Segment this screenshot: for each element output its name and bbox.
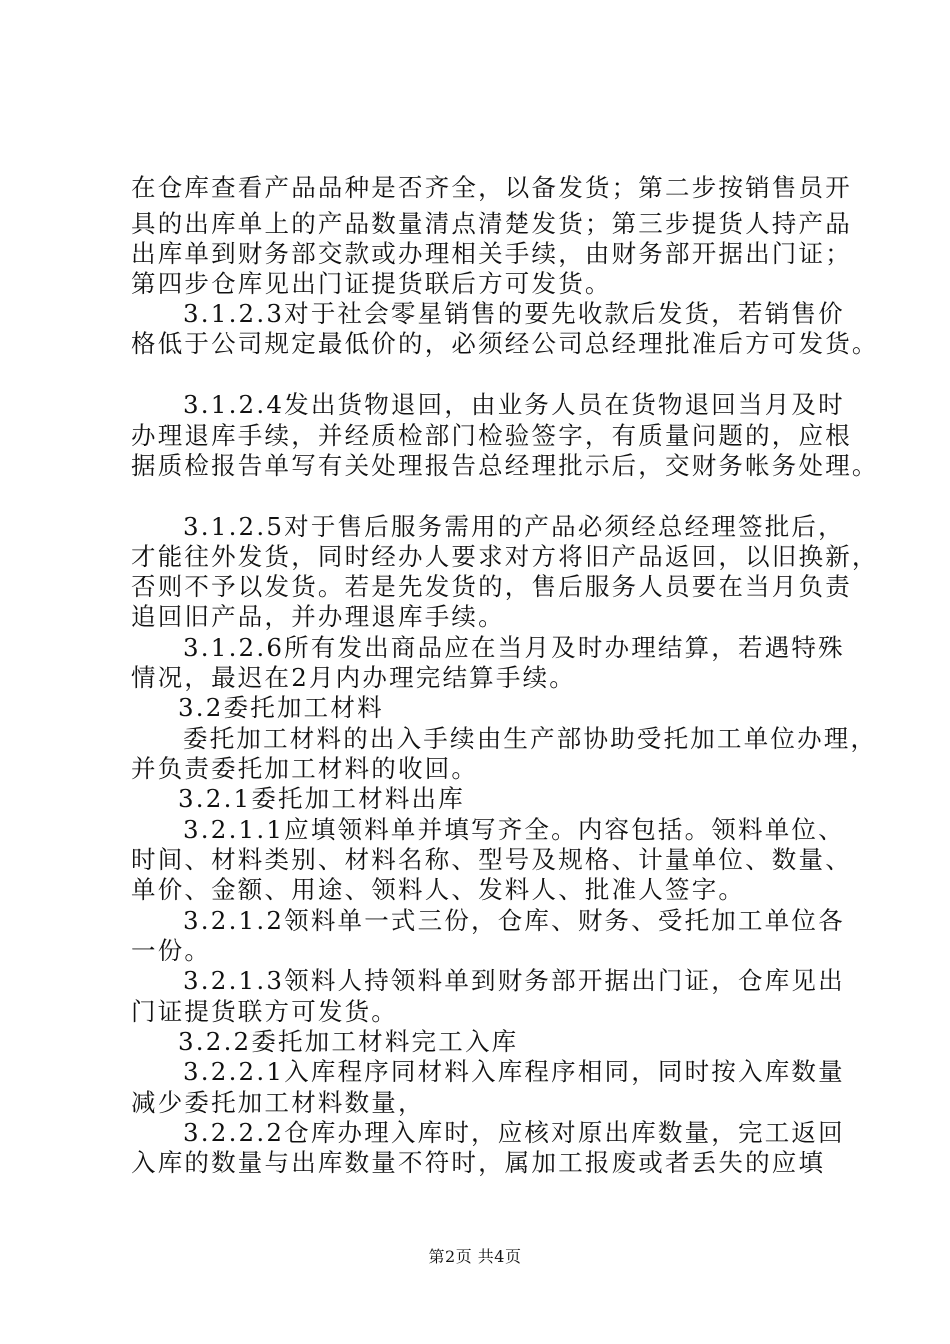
text-line: 3.1.2.5对于售后服务需用的产品必须经总经理签批后，: [183, 512, 845, 541]
text-line: 才能往外发货，同时经办人要求对方将旧产品返回，以旧换新，: [131, 542, 879, 571]
text-line: 3.2.2.1入库程序同材料入库程序相同，同时按入库数量: [183, 1057, 845, 1086]
text-line: 3.2.1.2领料单一式三份，仓库、财务、受托加工单位各: [183, 906, 845, 935]
text-line: 否则不予以发货。若是先发货的，售后服务人员要在当月负责: [131, 572, 852, 601]
section-heading: 3.2.1委托加工材料出库: [178, 784, 465, 813]
text-line: 门证提货联方可发货。: [131, 997, 398, 1026]
text-line: 一份。: [131, 936, 212, 965]
text-line: 在仓库查看产品品种是否齐全，以备发货；第二步按销售员开: [131, 173, 852, 202]
text-line: 时间、材料类别、材料名称、型号及规格、计量单位、数量、: [131, 845, 852, 874]
text-line: 第四步仓库见出门证提货联后方可发货。: [131, 269, 612, 298]
text-line: 单价、金额、用途、领料人、发料人、批准人签字。: [131, 875, 746, 904]
text-line: 3.2.1.3领料人持领料单到财务部开据出门证，仓库见出: [183, 966, 845, 995]
page-footer: 第2页 共4页: [428, 1247, 522, 1266]
text-line: 委托加工材料的出入手续由生产部协助受托加工单位办理，: [183, 724, 878, 753]
section-heading: 3.2委托加工材料: [178, 693, 384, 722]
section-heading: 3.2.2委托加工材料完工入库: [178, 1027, 519, 1056]
text-line: 并负责委托加工材料的收回。: [131, 754, 479, 783]
text-line: 据质检报告单写有关处理报告总经理批示后，交财务帐务处理。: [131, 451, 879, 480]
text-line: 追回旧产品，并办理退库手续。: [131, 602, 505, 631]
text-line: 3.2.1.1应填领料单并填写齐全。内容包括。领料单位、: [183, 815, 845, 844]
text-line: 情况，最迟在2月内办理完结算手续。: [131, 663, 576, 692]
text-line: 具的出库单上的产品数量清点清楚发货；第三步提货人持产品: [131, 209, 852, 238]
text-line: 办理退库手续，并经质检部门检验签字，有质量问题的，应根: [131, 421, 852, 450]
text-line: 入库的数量与出库数量不符时，属加工报废或者丢失的应填: [131, 1148, 826, 1177]
text-line: 减少委托加工材料数量，: [131, 1088, 425, 1117]
text-line: 3.1.2.6所有发出商品应在当月及时办理结算，若遇特殊: [183, 633, 845, 662]
text-line: 格低于公司规定最低价的，必须经公司总经理批准后方可发货。: [131, 329, 879, 358]
text-line: 3.1.2.3对于社会零星销售的要先收款后发货，若销售价: [183, 299, 845, 328]
text-line: 3.2.2.2仓库办理入库时，应核对原出库数量，完工返回: [183, 1118, 845, 1147]
text-line: 出库单到财务部交款或办理相关手续，由财务部开据出门证；: [131, 239, 852, 268]
text-line: 3.1.2.4发出货物退回，由业务人员在货物退回当月及时: [183, 390, 845, 419]
